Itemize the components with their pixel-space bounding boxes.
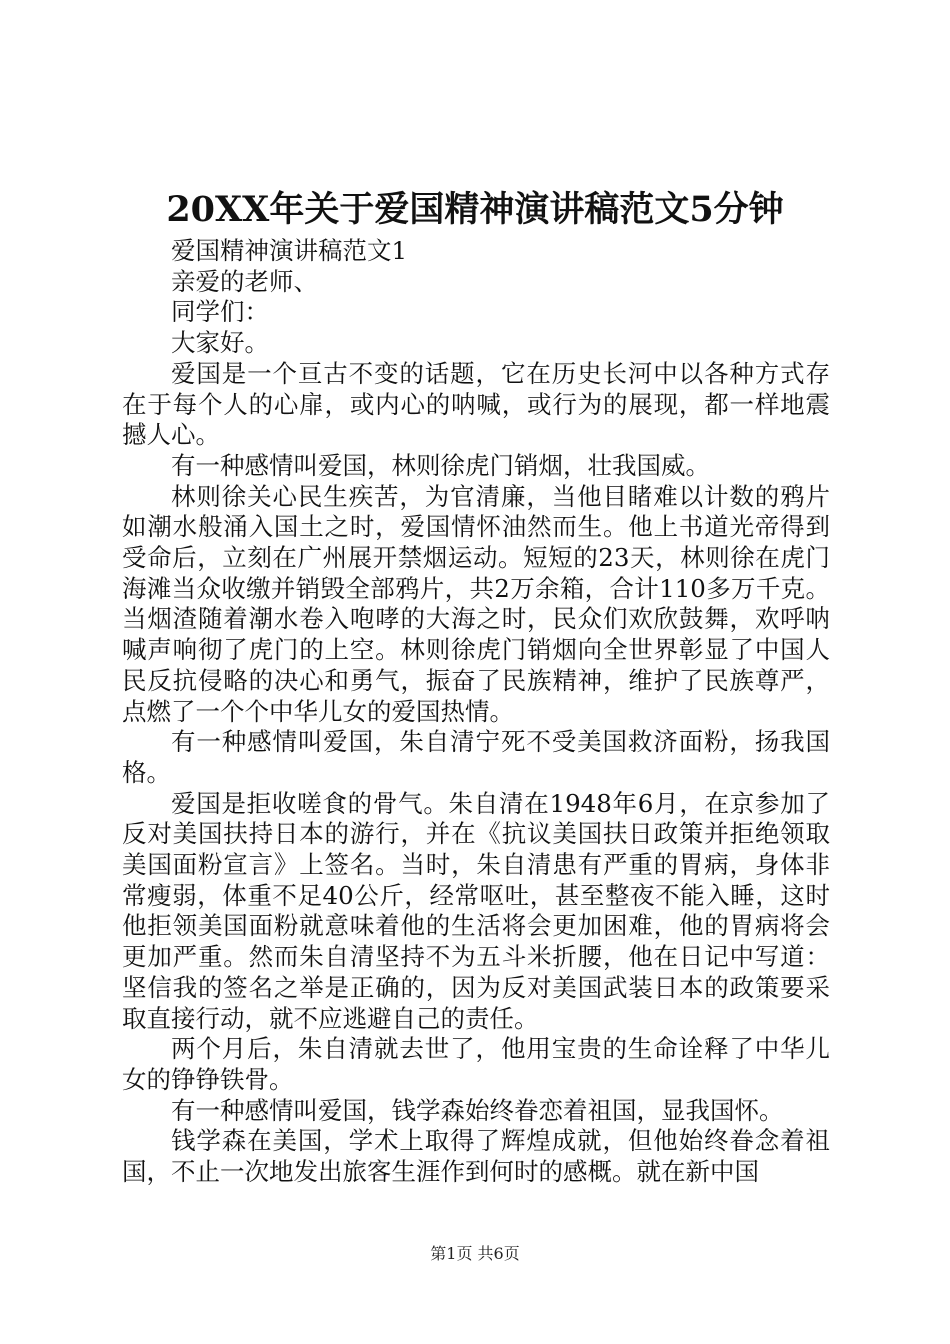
page-number-footer: 第1页 共6页 xyxy=(430,1244,520,1263)
paragraph: 钱学森在美国，学术上取得了辉煌成就，但他始终眷念着祖国，不止一次地发出旅客生涯作到何时的感概。就在新中国 xyxy=(122,1126,830,1187)
paragraph: 爱国精神演讲稿范文1 xyxy=(171,236,408,265)
document-title: 20XX年关于爱国精神演讲稿范文5分钟 xyxy=(166,189,784,230)
paragraph: 同学们： xyxy=(171,297,269,327)
paragraph: 有一种感情叫爱国，林则徐虎门销烟，壮我国威。 xyxy=(171,450,710,480)
paragraph: 爱国是拒收嗟食的骨气。朱自清在1948年6月，在京参加了反对美国扶持日本的游行，并在《抗议美国扶日政策并拒绝领取美国面粉宣言》上签名。当时，朱自清患有严重的胃病，身体非常瘦弱，体重不足40公斤，经常呕吐，甚至整夜不能入睡，这时他拒领美国面粉就意味着他的生活将会更加困难，他的胃病将会更加严重。然而朱自清坚持不为五斗米折腰，他在日记中写道：坚信我的签名之举是正确的，因为反对美国武装日本的政策要采取直接行动，就不应逃避自己的责任。 xyxy=(122,788,830,1033)
document-body xyxy=(122,236,830,1188)
paragraph: 有一种感情叫爱国，钱学森始终眷恋着祖国，显我国怀。 xyxy=(171,1095,784,1125)
paragraph: 有一种感情叫爱国，朱自清宁死不受美国救济面粉，扬我国格。 xyxy=(122,727,830,787)
paragraph: 两个月后，朱自清就去世了，他用宝贵的生命诠释了中华儿女的铮铮铁骨。 xyxy=(122,1034,830,1094)
paragraph: 林则徐关心民生疾苦，为官清廉，当他目睹难以计数的鸦片如潮水般涌入国土之时，爱国情怀油然而生。他上书道光帝得到受命后，立刻在广州展开禁烟运动。短短的23天，林则徐在虎门海滩当众收缴并销毁全部鸦片，共2万余箱，合计110多万千克。当烟渣随着潮水卷入咆哮的大海之时，民众们欢欣鼓舞，欢呼呐喊声响彻了虎门的上空。林则徐虎门销烟向全世界彰显了中国人民反抗侵略的决心和勇气，振奋了民族精神，维护了民族尊严，点燃了一个个中华儿女的爱国热情。 xyxy=(122,481,830,726)
paragraph: 亲爱的老师、 xyxy=(171,266,318,296)
paragraph: 爱国是一个亘古不变的话题，它在历史长河中以各种方式存在于每个人的心扉，或内心的呐喊，或行为的展现，都一样地震撼人心。 xyxy=(122,358,830,450)
paragraph: 大家好。 xyxy=(171,328,269,358)
